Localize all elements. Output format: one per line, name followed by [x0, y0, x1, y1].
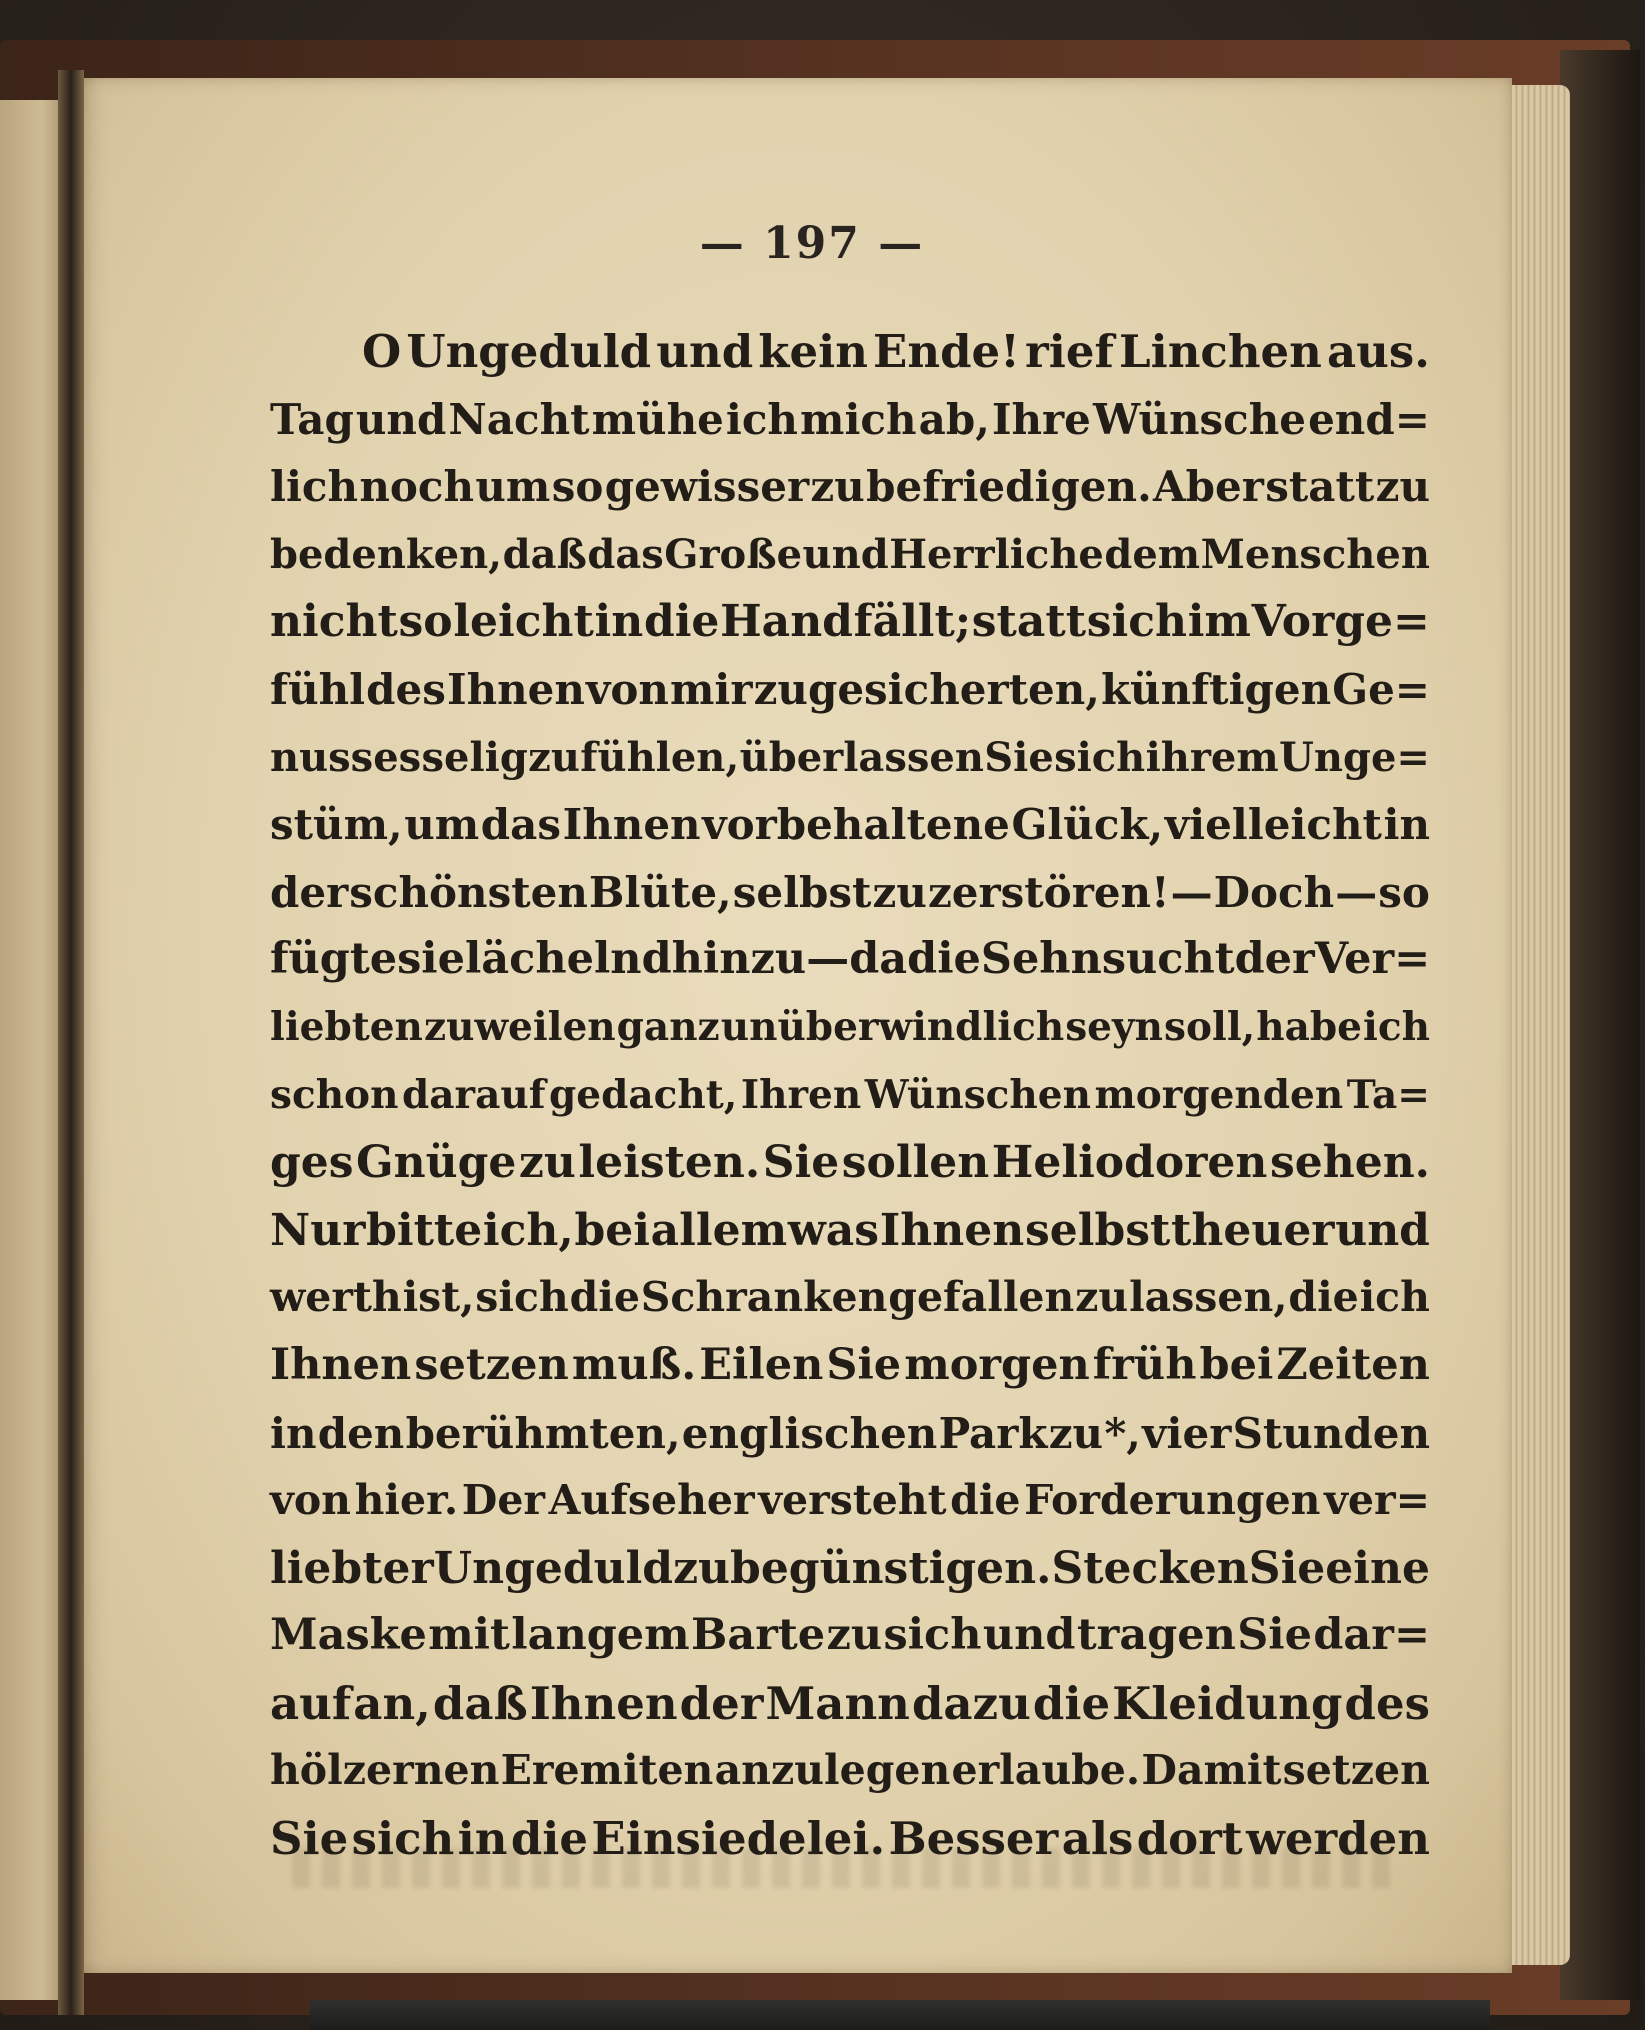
word: nusses	[270, 733, 422, 781]
word: gefallen	[888, 1273, 1075, 1322]
word: Maske	[270, 1610, 427, 1661]
word: setzen	[414, 1339, 569, 1390]
word: Einsiedelei.	[591, 1812, 886, 1866]
word: zu	[518, 1137, 576, 1189]
word: sich	[1086, 596, 1187, 648]
word: Ungeduld	[433, 1542, 674, 1594]
word: so	[1378, 867, 1430, 917]
word: früh	[1092, 1339, 1197, 1390]
word: eine	[1325, 1542, 1430, 1594]
word: befriedigen.	[866, 462, 1152, 512]
word: aus.	[1327, 325, 1430, 378]
word: Ihnen	[529, 1676, 678, 1730]
word: Blüte,	[588, 867, 732, 917]
text-line	[270, 588, 1430, 656]
word: im	[1187, 596, 1251, 648]
word: sich	[351, 1812, 455, 1866]
word: in	[1383, 800, 1430, 850]
text-line	[270, 859, 1430, 927]
word: um	[475, 462, 551, 512]
word: Stecken	[1051, 1542, 1249, 1594]
word: von	[270, 1476, 351, 1525]
word: sollen	[841, 1137, 990, 1189]
word: Aber	[1153, 462, 1264, 512]
word: hier.	[354, 1476, 459, 1525]
word: ich	[1359, 1273, 1430, 1322]
word: tragen	[1076, 1610, 1236, 1661]
word: Vorge=	[1251, 596, 1430, 648]
word: Sie	[270, 1812, 349, 1866]
word: Der	[461, 1476, 546, 1525]
word: leisten.	[578, 1137, 761, 1189]
word: in	[270, 1408, 317, 1458]
word: fühlen,	[580, 733, 740, 781]
word: und	[355, 394, 447, 444]
word: Große	[664, 530, 803, 578]
word: Nur	[270, 1204, 366, 1256]
word: gedacht,	[549, 1071, 738, 1118]
word: und	[1335, 1204, 1430, 1256]
word: sich	[1054, 733, 1146, 781]
word: dort	[1136, 1812, 1243, 1866]
word: Damit	[1141, 1746, 1282, 1795]
word: end=	[1308, 394, 1430, 444]
word: *,	[1104, 1408, 1141, 1458]
text-line	[270, 1670, 1430, 1738]
word: ges	[270, 1137, 354, 1189]
word: Ihren	[740, 1071, 862, 1118]
text-line	[270, 1535, 1430, 1603]
word: zu	[528, 733, 580, 781]
word: ist,	[402, 1273, 475, 1322]
word: bei	[1199, 1339, 1274, 1390]
word: Sie	[1248, 1542, 1326, 1594]
text-line	[270, 1332, 1430, 1400]
word: erlaube.	[951, 1746, 1141, 1795]
word: überlassen	[739, 733, 984, 781]
word: sich	[883, 1610, 982, 1661]
word: und	[802, 530, 889, 578]
word: fügte	[270, 934, 398, 985]
word: die	[569, 1273, 640, 1322]
word: ich	[1363, 1003, 1430, 1050]
word: Aufseher	[548, 1476, 755, 1525]
word: Heliodoren	[991, 1137, 1268, 1189]
word: lich	[270, 462, 359, 512]
word: Glück,	[1011, 800, 1164, 850]
word: an,	[353, 1676, 431, 1730]
text-line	[270, 1400, 1430, 1468]
word: zu	[1375, 462, 1430, 512]
word: Sie	[826, 1339, 902, 1390]
text-line	[270, 1602, 1430, 1670]
word: Kleidung	[1112, 1676, 1343, 1730]
word: der	[1234, 934, 1315, 985]
word: das	[480, 800, 562, 850]
word: Sie	[762, 1137, 840, 1189]
word: fühl	[270, 664, 366, 714]
word: mühe	[591, 394, 724, 444]
word: berühmten,	[405, 1408, 681, 1458]
word: zu	[826, 1610, 883, 1661]
word: mich	[800, 394, 917, 444]
word: Tag	[270, 394, 354, 444]
word: bedenken,	[270, 530, 503, 578]
word: des	[366, 664, 446, 714]
text-line	[270, 1737, 1430, 1805]
word: schönsten	[349, 867, 588, 917]
word: Wünschen	[864, 1071, 1091, 1118]
word: lächelnd	[464, 934, 672, 985]
word: ganz	[616, 1003, 720, 1050]
word: Schranken	[640, 1273, 888, 1322]
text-line	[270, 1264, 1430, 1332]
word: selig	[421, 733, 528, 781]
word: Nacht	[448, 394, 590, 444]
page-text	[270, 318, 1430, 1873]
word: morgen	[904, 1339, 1090, 1390]
word: Ihnen	[879, 1204, 1025, 1256]
text-line	[270, 1062, 1430, 1130]
word: ver=	[1324, 1476, 1430, 1525]
word: den	[317, 1408, 405, 1458]
word: Mann	[765, 1676, 910, 1730]
word: theuer	[1171, 1204, 1335, 1256]
word: seyn	[1065, 1003, 1164, 1050]
text-line	[270, 1129, 1430, 1197]
word: die	[1288, 1273, 1359, 1322]
word: die	[1032, 1676, 1111, 1730]
word: zu	[872, 867, 927, 917]
word: unüberwindlich	[720, 1003, 1065, 1050]
word: so	[398, 596, 453, 648]
word: Eremiten	[500, 1746, 714, 1795]
word: —	[806, 934, 850, 985]
text-line	[270, 994, 1430, 1062]
word: in	[457, 1812, 508, 1866]
word: liebter	[270, 1542, 434, 1594]
word: das	[587, 530, 664, 578]
book-page	[72, 78, 1512, 1973]
word: von	[585, 664, 669, 714]
word: —	[1335, 867, 1378, 917]
word: ich	[725, 394, 798, 444]
word: da	[849, 934, 908, 985]
word: zugesicherten,	[753, 664, 1100, 714]
text-line	[270, 1805, 1430, 1873]
word: mit	[428, 1610, 510, 1661]
word: versteht	[758, 1476, 947, 1525]
word: statt	[1265, 462, 1375, 512]
word: morgenden	[1094, 1071, 1344, 1118]
word: zu	[1075, 1273, 1129, 1322]
word: sich	[475, 1273, 569, 1322]
word: hinzu	[671, 934, 807, 985]
text-line	[270, 453, 1430, 521]
word: gewisser	[604, 462, 810, 512]
word: zu	[810, 462, 865, 512]
word: schon	[270, 1071, 399, 1118]
word: rief	[1025, 325, 1114, 378]
word: habe	[1256, 1003, 1362, 1050]
word: Stunden	[1232, 1408, 1430, 1458]
word: englischen	[681, 1408, 938, 1458]
word: Zeiten	[1276, 1339, 1430, 1390]
text-line	[270, 926, 1430, 994]
word: ihrem	[1145, 733, 1279, 781]
text-line	[270, 521, 1430, 589]
word: begünstigen.	[730, 1542, 1052, 1594]
word: anzulegen	[714, 1746, 951, 1795]
word: stüm,	[270, 800, 403, 850]
word: Barte	[691, 1610, 826, 1661]
word: lassen,	[1129, 1273, 1288, 1322]
bottom-binding-strip	[310, 2000, 1490, 2030]
word: Ver=	[1314, 934, 1431, 985]
word: Ihnen	[562, 800, 701, 850]
word: Herrliche	[889, 530, 1104, 578]
word: bei	[574, 1204, 650, 1256]
word: dem	[1104, 530, 1201, 578]
word: statt	[971, 596, 1087, 648]
text-line	[270, 386, 1430, 454]
text-line	[270, 656, 1430, 724]
word: Hand	[720, 596, 853, 648]
text-line	[270, 318, 1430, 386]
word: zu	[673, 1542, 731, 1594]
word: werth	[270, 1273, 402, 1322]
word: bitte	[366, 1204, 483, 1256]
word: Besser	[888, 1812, 1059, 1866]
word: Linchen	[1118, 325, 1322, 378]
text-line	[270, 791, 1430, 859]
word: Sie	[1237, 1610, 1312, 1661]
word: in	[594, 596, 644, 648]
word: soll,	[1164, 1003, 1256, 1050]
word: mir	[669, 664, 753, 714]
word: als	[1061, 1812, 1134, 1866]
book-spine-edge	[1560, 50, 1640, 2000]
word: Sehnsucht	[980, 934, 1235, 985]
word: Park	[938, 1408, 1048, 1458]
word: Ende!	[873, 325, 1020, 378]
word: auf	[270, 1676, 352, 1730]
word: werden	[1246, 1812, 1430, 1866]
word: Gnüge	[356, 1137, 517, 1189]
word: Menschen	[1200, 530, 1430, 578]
word: Sie	[984, 733, 1054, 781]
word: zerstören!	[927, 867, 1170, 917]
word: die	[643, 596, 720, 648]
word: leicht	[453, 596, 594, 648]
word: Wünsche	[1092, 394, 1306, 444]
word: O	[362, 325, 402, 378]
word: Ihnen	[270, 1339, 412, 1390]
word: Ge=	[1332, 664, 1430, 714]
word: künftigen	[1100, 664, 1332, 714]
word: vielleicht	[1164, 800, 1382, 850]
word: zu	[1048, 1408, 1104, 1458]
word: dar=	[1313, 1610, 1430, 1661]
word: noch	[359, 462, 475, 512]
word: vorbehaltene	[702, 800, 1010, 850]
word: Ihre	[991, 394, 1091, 444]
word: Doch	[1213, 867, 1335, 917]
word: der	[679, 1676, 764, 1730]
word: sie	[397, 934, 465, 985]
word: der	[270, 867, 349, 917]
word: zuweilen	[423, 1003, 616, 1050]
word: ich,	[482, 1204, 574, 1256]
word: fällt;	[853, 596, 972, 648]
word: muß.	[571, 1339, 697, 1390]
word: daß	[432, 1676, 528, 1730]
word: selbst	[732, 867, 872, 917]
word: darauf	[401, 1071, 546, 1118]
word: hölzernen	[270, 1746, 500, 1795]
word: Ihnen	[446, 664, 585, 714]
word: Ungeduld	[406, 325, 652, 378]
word: Forderungen	[1024, 1476, 1321, 1525]
word: Eilen	[699, 1339, 824, 1390]
word: die	[907, 934, 981, 985]
word: daß	[502, 530, 587, 578]
word: die	[950, 1476, 1021, 1525]
word: so	[551, 462, 604, 512]
word: liebten	[270, 1003, 423, 1050]
word: kein	[758, 325, 868, 378]
book-gutter	[58, 70, 84, 2015]
word: Ta=	[1346, 1071, 1430, 1118]
word: vier	[1142, 1408, 1232, 1458]
text-line	[270, 1197, 1430, 1265]
word: des	[1344, 1676, 1430, 1730]
word: allem	[650, 1204, 788, 1256]
word: was	[787, 1204, 880, 1256]
word: nicht	[270, 596, 398, 648]
word: die	[510, 1812, 589, 1866]
page-number: — 197 —	[699, 218, 925, 269]
word: ab,	[918, 394, 990, 444]
word: um	[404, 800, 480, 850]
word: sehen.	[1269, 1137, 1430, 1189]
word: und	[656, 325, 754, 378]
word: Unge=	[1279, 733, 1430, 781]
text-line	[270, 724, 1430, 792]
word: dazu	[911, 1676, 1031, 1730]
text-line	[270, 1467, 1430, 1535]
word: —	[1170, 867, 1213, 917]
word: und	[982, 1610, 1076, 1661]
word: langem	[511, 1610, 690, 1661]
word: setzen	[1282, 1746, 1430, 1795]
word: selbst	[1024, 1204, 1171, 1256]
